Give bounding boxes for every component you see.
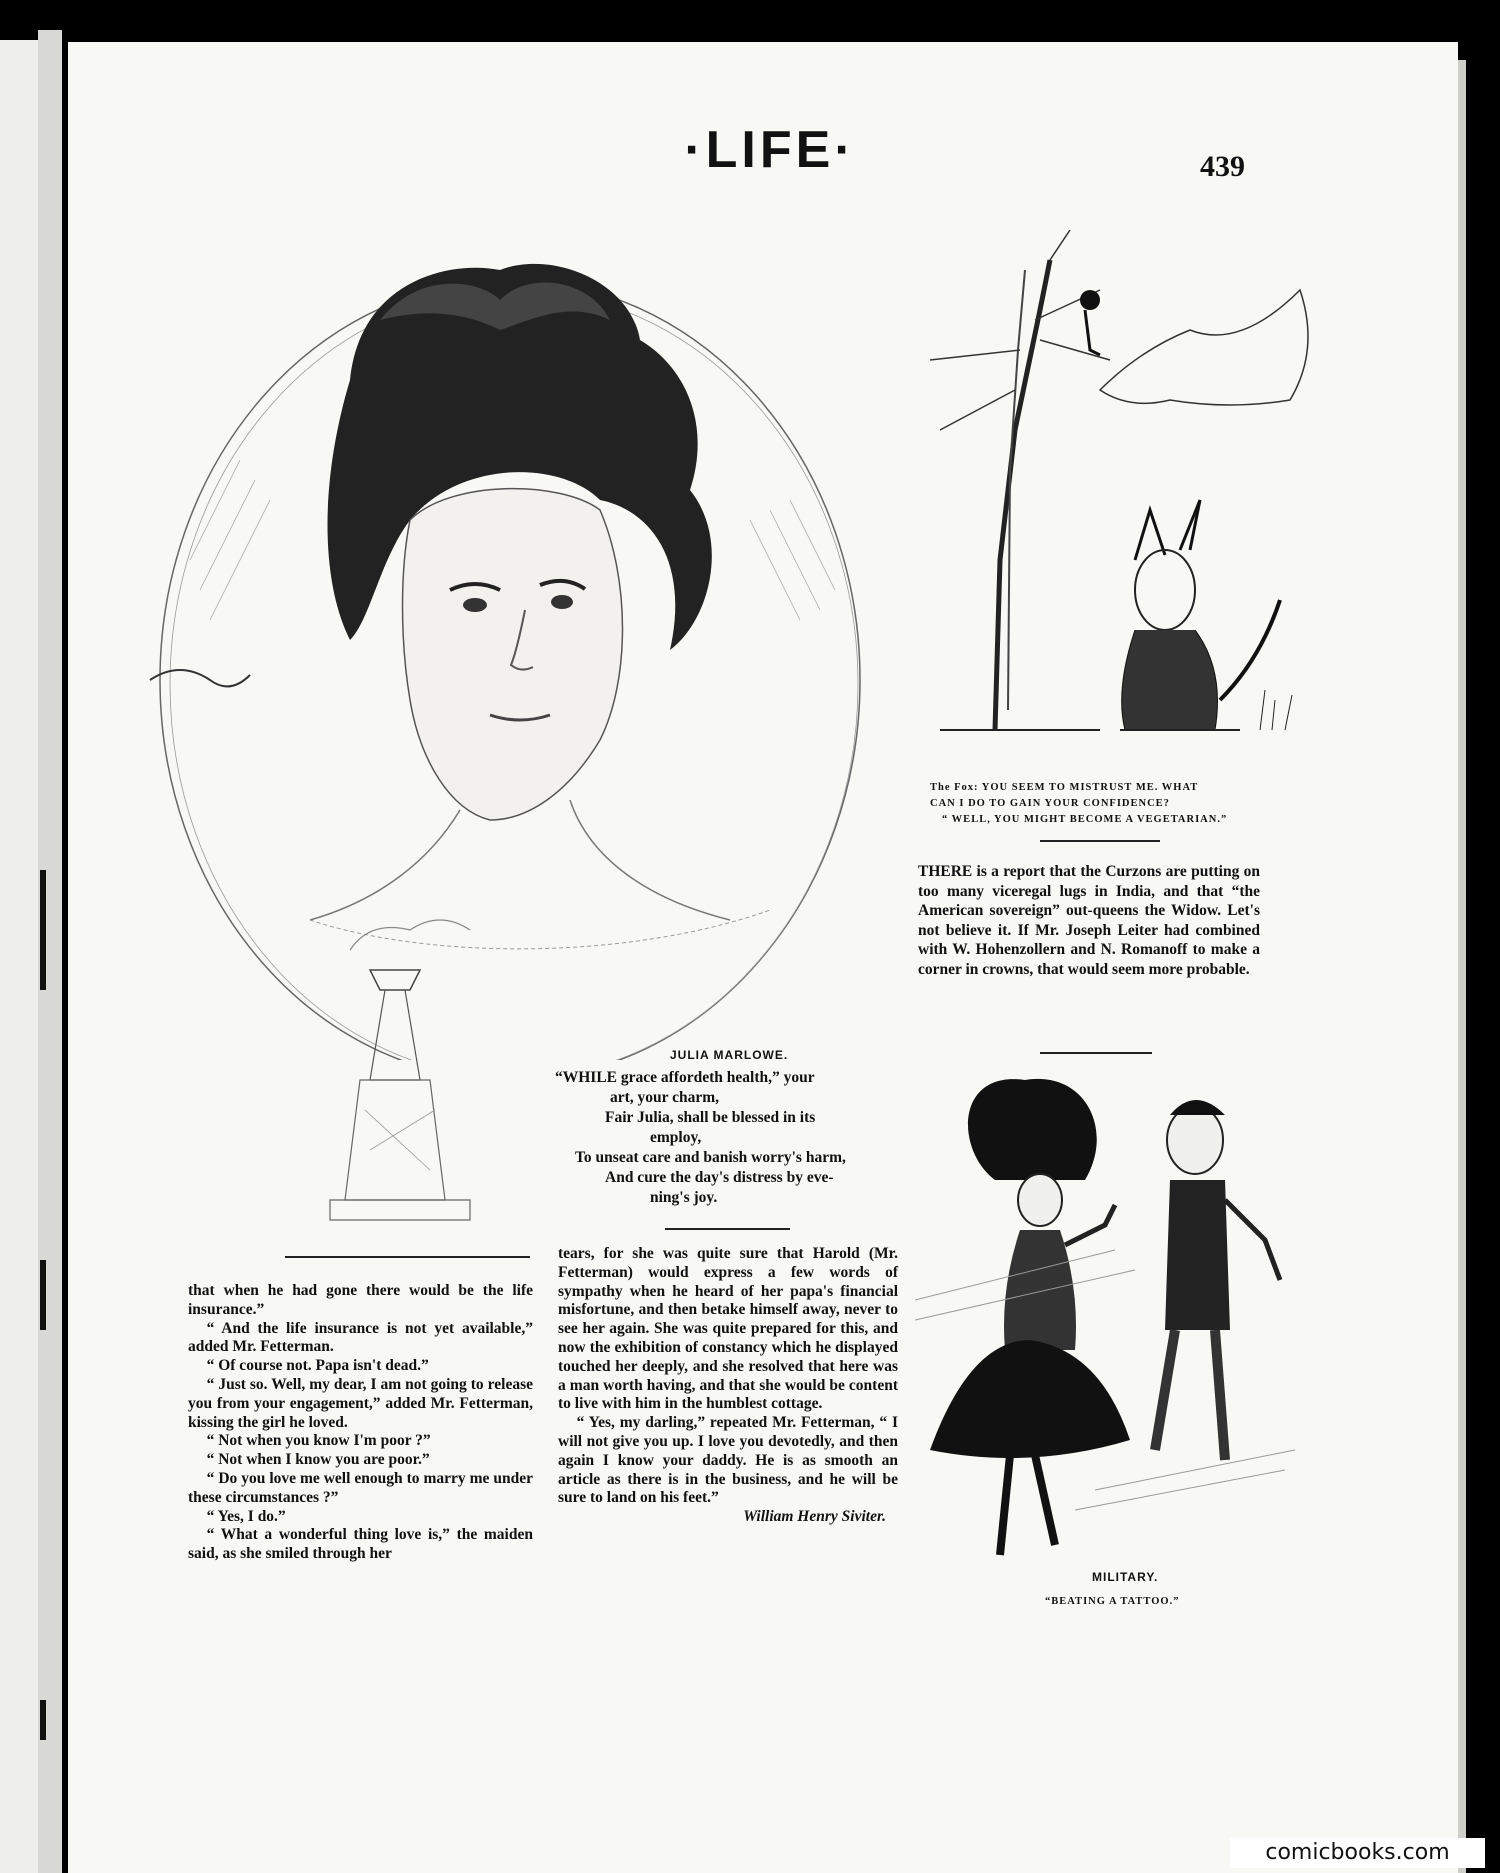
fox-caption-line: “ WELL, YOU MIGHT BECOME A VEGETARIAN.” — [942, 814, 1228, 825]
curzons-paragraph: THERE is a report that the Curzons are putting on too many viceregal lugs in India, and that “the American sovereign” out-queens the Widow. Let's not believe it. If Mr. Joseph Leiter had combined with W. Hohenzollern and N. Romanoff to make a corner in crowns, that would seem more probable. — [918, 863, 1260, 978]
military-subtitle: “BEATING A TATTOO.” — [1045, 1596, 1180, 1607]
poem-line: And cure the day's distress by eve- — [605, 1169, 834, 1186]
story-paragraph: “ Yes, my darling,” repeated Mr. Fetterman, “ I will not give you up. I love you devotedly, and then again I know your daddy. He is as smooth an article as there is in the business, and he will be sure to land on his feet.” — [558, 1414, 898, 1507]
fox-cartoon — [900, 230, 1330, 740]
story-paragraph: “ Do you love me well enough to marry me under these circumstances ?” — [188, 1469, 533, 1506]
story-paragraph: “ What a wonderful thing love is,” the maiden said, as she smiled through her — [188, 1526, 533, 1563]
story-left-column — [188, 1282, 533, 1564]
story-paragraph: “ Yes, I do.” — [206, 1507, 286, 1525]
poem-line: To unseat care and banish worry's harm, — [575, 1149, 846, 1166]
poem — [555, 1068, 900, 1208]
story-paragraph: “ Of course not. Papa isn't dead.” — [206, 1357, 429, 1375]
divider-rule — [285, 1256, 530, 1258]
poem-line: Fair Julia, shall be blessed in its — [605, 1109, 816, 1126]
divider-rule — [1040, 840, 1160, 842]
margin-mark — [40, 870, 46, 990]
story-paragraph: “ Not when you know I'm poor ?” — [206, 1432, 431, 1450]
story-paragraph: “ Just so. Well, my dear, I am not going to release you from your engagement,” added Mr. Fetterman, kissing the girl he loved. — [188, 1375, 533, 1431]
fox-caption-line: The Fox: YOU SEEM TO MISTRUST ME. WHAT — [930, 782, 1199, 793]
author-signature: William Henry Siviter. — [743, 1508, 886, 1526]
story-paragraph: that when he had gone there would be the life insurance.” — [188, 1282, 533, 1318]
poem-line: ning's joy. — [650, 1189, 718, 1206]
watermark: comicbooks.com — [1230, 1838, 1485, 1868]
page-number: 439 — [1200, 150, 1245, 183]
lamp-vignette — [290, 910, 490, 1270]
margin-mark — [40, 1260, 46, 1330]
story-paragraph: tears, for she was quite sure that Harold (Mr. Fetterman) would express a few words of sympathy when he heard of her papa's financial misfortune, and then betake himself away, never to see her again. She was quite prepared for this, and now the exhibition of constancy which he displayed touched her deeply, and she resolved that here was a man worth having, and that she would be content to live with him in the humblest cottage. — [558, 1245, 898, 1413]
story-right-column — [558, 1245, 898, 1527]
masthead-title: ·LIFE· — [684, 121, 856, 179]
fox-caption — [930, 780, 1270, 828]
portrait-illustration — [130, 260, 890, 1060]
divider-rule — [1040, 1052, 1152, 1054]
poem-line: art, your charm, — [610, 1089, 720, 1106]
poem-line: employ, — [650, 1129, 702, 1146]
fox-caption-line: CAN I DO TO GAIN YOUR CONFIDENCE? — [930, 798, 1170, 809]
margin-mark — [40, 1700, 46, 1740]
portrait-caption: JULIA MARLOWE. — [670, 1048, 789, 1062]
poem-line: “WHILE grace affordeth health,” your — [555, 1069, 815, 1086]
military-cartoon — [915, 1070, 1295, 1570]
military-title: MILITARY. — [1092, 1570, 1159, 1584]
page-gutter — [1458, 60, 1466, 1873]
divider-rule — [665, 1228, 790, 1230]
story-paragraph: “ Not when I know you are poor.” — [206, 1451, 430, 1469]
story-paragraph: “ And the life insurance is not yet available,” added Mr. Fetterman. — [188, 1319, 533, 1356]
